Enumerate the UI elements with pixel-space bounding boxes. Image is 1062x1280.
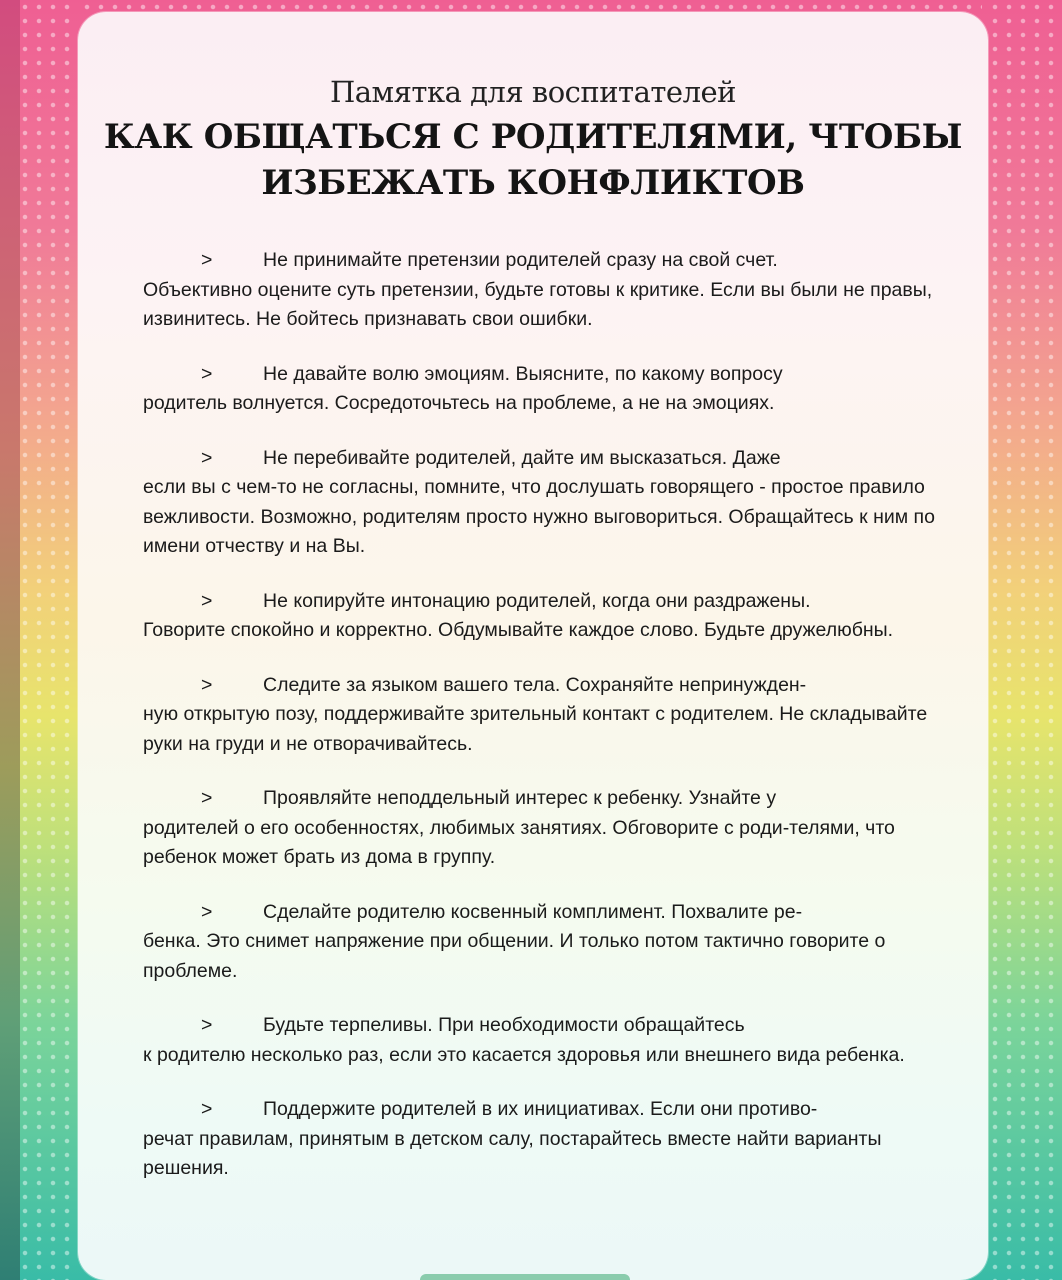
- left-border-strip: [0, 0, 20, 1280]
- arrow-bullet-icon: >: [201, 249, 213, 271]
- arrow-bullet-icon: >: [201, 589, 213, 612]
- arrow-bullet-icon: >: [201, 900, 213, 923]
- tip-item: [143, 1095, 943, 1184]
- tip-first-line: [143, 671, 943, 701]
- tip-body-text: речат правилам, принятым в детском салу, постарайтесь вместе найти варианты решения.: [143, 1127, 882, 1179]
- tips-list: [78, 246, 943, 1184]
- arrow-bullet-icon: >: [201, 446, 213, 469]
- tip-item: [143, 671, 943, 760]
- arrow-bullet-icon: >: [201, 1098, 213, 1120]
- tip-body-text: родитель волнуется. Сосредоточьтесь на проблеме, а не на эмоциях.: [143, 392, 775, 414]
- tip-lead-text: Следите за языком вашего тела. Сохраняйте непринужден-: [263, 673, 807, 696]
- tip-body-text: бенка. Это снимет напряжение при общении. И только потом тактично говорите о проблеме.: [143, 930, 886, 982]
- tip-lead-text: Не принимайте претензии родителей сразу на свой счет.: [263, 249, 778, 271]
- right-dot-pattern: [988, 0, 1062, 1280]
- tip-first-line: [143, 898, 943, 928]
- memo-subtitle: Памятка для воспитателей: [329, 75, 737, 109]
- arrow-bullet-icon: >: [201, 1014, 213, 1036]
- tip-item: [143, 784, 943, 873]
- tip-body-text: Объективно оцените суть претензии, будьте готовы к критике. Если вы были не правы, извинитесь. Не бойтесь признавать свои ошибки.: [143, 278, 933, 330]
- tip-first-line: [143, 444, 943, 474]
- tip-first-line: [143, 784, 943, 814]
- tip-first-line: [143, 1095, 943, 1125]
- tip-item: [143, 360, 943, 419]
- memo-title: КАК ОБЩАТЬСЯ С РОДИТЕЛЯМИ, ЧТОБЫ ИЗБЕЖАТЬ КОНФЛИКТОВ: [103, 117, 963, 203]
- tip-item: [143, 444, 943, 562]
- tip-body-text: родителей о его особенностях, любимых занятиях. Обговорите с роди-телями, что ребенок может брать из дома в группу.: [143, 816, 895, 868]
- arrow-bullet-icon: >: [201, 362, 213, 385]
- tip-body-text: к родителю несколько раз, если это касается здоровья или внешнего вида ребенка.: [143, 1043, 905, 1066]
- tip-body-text: Говорите спокойно и корректно. Обдумывайте каждое слово. Будьте дружелюбны.: [143, 619, 894, 641]
- tip-item: [143, 898, 943, 987]
- tip-lead-text: Поддержите родителей в их инициативах. Если они противо-: [263, 1098, 818, 1120]
- tip-lead-text: Не копируйте интонацию родителей, когда они раздражены.: [263, 589, 811, 612]
- tip-first-line: [143, 360, 943, 390]
- tip-lead-text: Проявляйте неподдельный интерес к ребенку. Узнайте у: [263, 787, 777, 809]
- left-dot-pattern: [18, 0, 78, 1280]
- tip-first-line: [143, 246, 943, 276]
- tip-first-line: [143, 587, 943, 617]
- tip-lead-text: Не давайте волю эмоциям. Выясните, по какому вопросу: [263, 362, 783, 385]
- tip-lead-text: Будьте терпеливы. При необходимости обращайтесь: [263, 1014, 745, 1036]
- memo-card: [78, 12, 988, 1280]
- arrow-bullet-icon: >: [201, 787, 213, 809]
- bottom-decoration: [420, 1274, 630, 1280]
- tip-body-text: если вы с чем-то не согласны, помните, что дослушать говорящего - простое правило вежливости. Возможно, родителям просто нужно выговориться. Обращайтесь к ним по имени отчеству и на Вы.: [143, 476, 935, 557]
- arrow-bullet-icon: >: [201, 673, 213, 696]
- tip-item: [143, 246, 943, 335]
- tip-body-text: ную открытую позу, поддерживайте зрительный контакт с родителем. Не складывайте руки на груди и не отворачивайтесь.: [143, 703, 928, 755]
- tip-item: [143, 587, 943, 646]
- tip-lead-text: Сделайте родителю косвенный комплимент. Похвалите ре-: [263, 900, 803, 923]
- tip-first-line: [143, 1011, 943, 1041]
- tip-lead-text: Не перебивайте родителей, дайте им высказаться. Даже: [263, 446, 781, 469]
- tip-item: [143, 1011, 943, 1070]
